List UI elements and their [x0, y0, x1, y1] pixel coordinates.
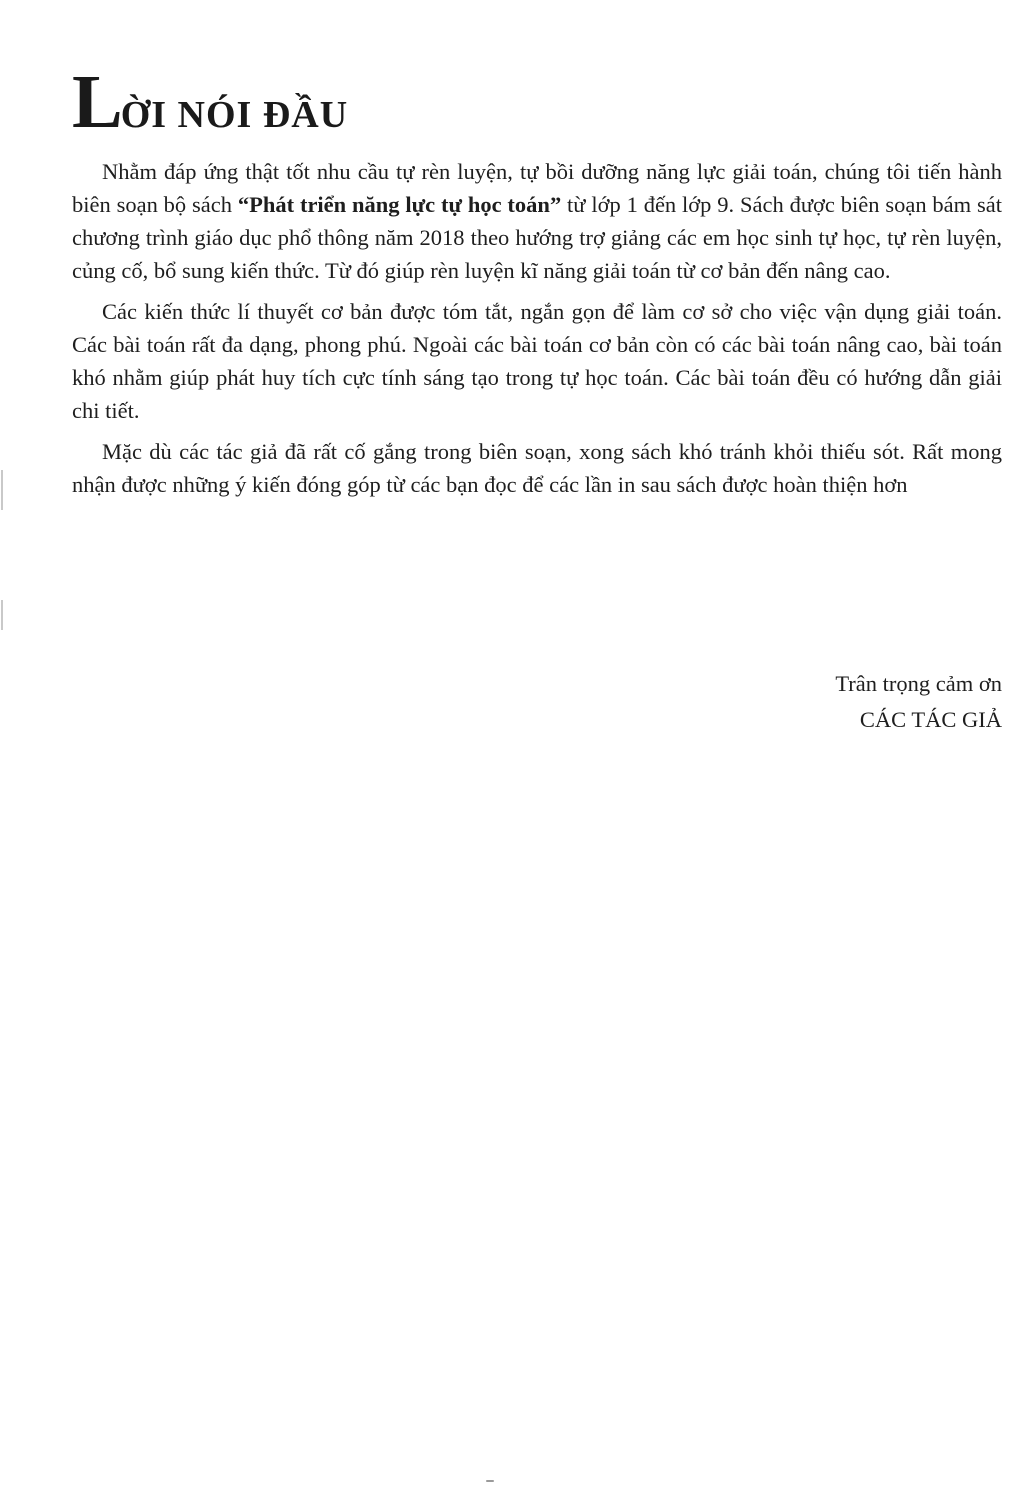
scan-edge-mark	[1, 470, 3, 510]
book-series-title: “Phát triển năng lực tự học toán”	[237, 192, 562, 217]
title-rest: ỜI NÓI ĐẦU	[120, 94, 349, 136]
paragraph-2: Các kiến thức lí thuyết cơ bản được tóm tắt, ngắn gọn để làm cơ sở cho việc vận dụng giải toán. Các bài toán rất đa dạng, phong phú. Ngoài các bài toán cơ bản còn có các bài toán nâng cao, bài toán khó nhằm giúp phát huy tích cực tính sáng tạo trong tự học toán. Các bài toán đều có hướng dẫn giải chi tiết.	[72, 299, 1002, 423]
paragraph-1-start: Nhằm đáp ứng thật tốt nhu cầu tự rèn luyện, tự bồi dưỡng năng lực giải toán, chúng tôi tiến hành biên soạn bộ sách	[72, 159, 1002, 217]
signature-thanks: Trân trọng cảm ơn	[835, 671, 1002, 696]
scan-edge-mark	[1, 600, 3, 630]
paragraph-1	[72, 155, 1002, 287]
page-title	[72, 60, 349, 144]
scan-speck	[486, 1480, 494, 1482]
signature-block	[835, 666, 1002, 738]
title-drop-letter: L	[72, 60, 121, 144]
signature-authors: CÁC TÁC GIẢ	[859, 707, 1002, 732]
paragraph-1-end: từ lớp 1 đến lớp 9. Sách được biên soạn bám sát chương trình giáo dục phổ thông năm 2018 theo hướng trợ giảng các em học sinh tự học, tự rèn luyện, củng cố, bổ sung kiến thức. Từ đó giúp rèn luyện kĩ năng giải toán từ cơ bản đến nâng cao.	[72, 192, 1003, 283]
paragraph-3: Mặc dù các tác giả đã rất cố gắng trong biên soạn, xong sách khó tránh khỏi thiếu sót. Rất mong nhận được những ý kiến đóng góp từ các bạn đọc để các lần in sau sách được hoàn thiện hơn	[72, 439, 1002, 497]
preface-body	[72, 155, 1002, 509]
